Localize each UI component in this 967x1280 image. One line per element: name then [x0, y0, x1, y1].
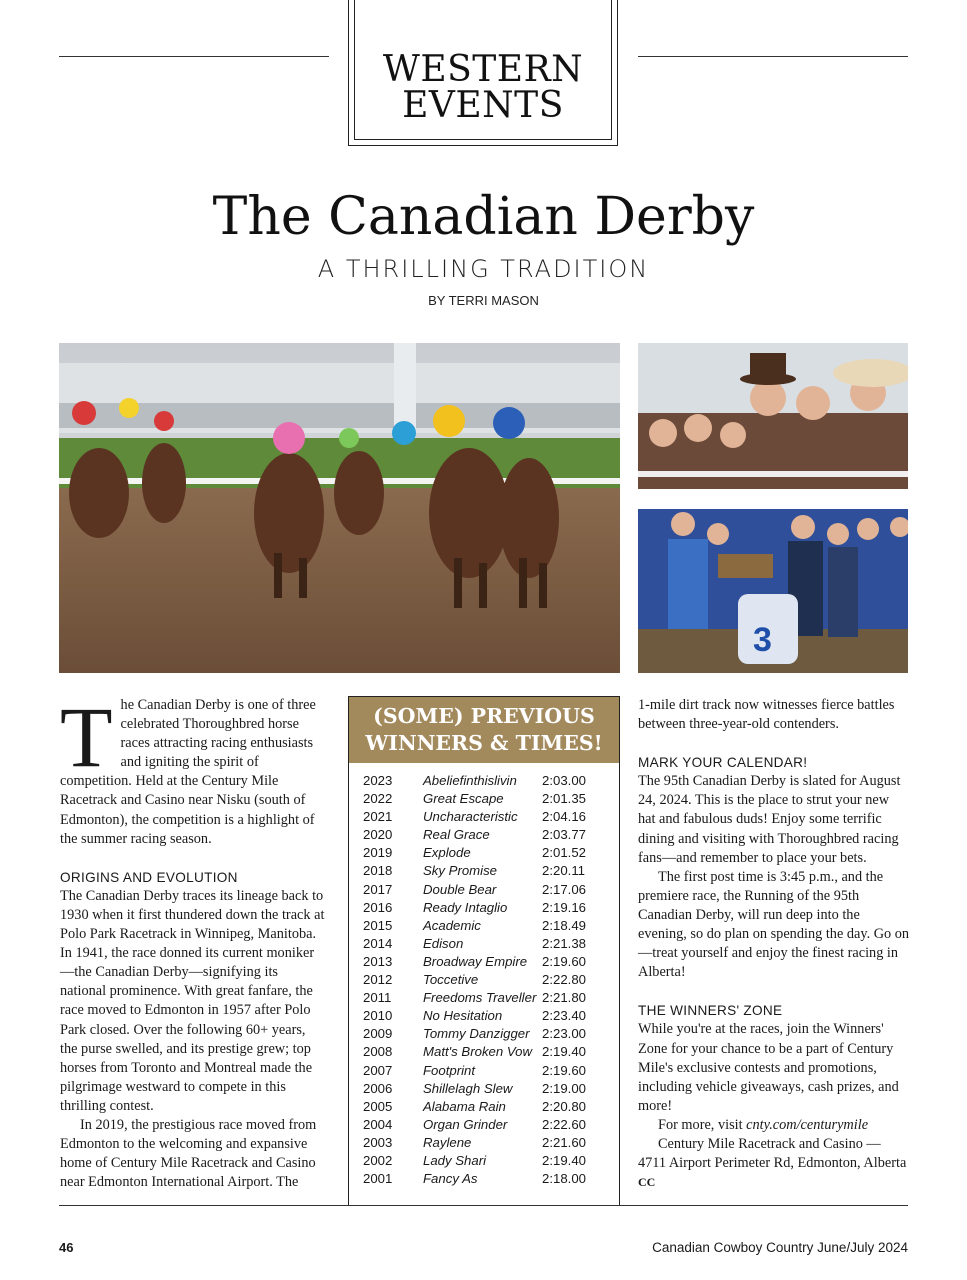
winners-row	[363, 862, 602, 880]
winner-time: 2:19.60	[542, 1062, 586, 1078]
winner-time: 2:19.40	[542, 1152, 586, 1168]
drop-cap: T	[60, 689, 113, 785]
photo-horse-race	[59, 343, 620, 673]
winner-time: 2:20.80	[542, 1098, 586, 1114]
winner-name: Organ Grinder	[423, 1116, 508, 1132]
winners-row	[363, 917, 602, 935]
winner-year: 2007	[363, 1062, 393, 1078]
winners-row	[363, 1152, 602, 1170]
winner-year: 2014	[363, 935, 393, 951]
article-byline: BY TERRI MASON	[428, 293, 539, 308]
winners-row	[363, 1170, 602, 1188]
winners-row	[363, 953, 602, 971]
paragraph-post-time: The first post time is 3:45 p.m., and the premiere race, the Running of the 95th Canadian Derby, will run deep into the evening, so do plan on spending the day. Go on—treat yourself and enjoy the finest racing in Alberta!	[638, 868, 910, 981]
column-1	[60, 689, 325, 1192]
photo-winners-circle	[638, 509, 908, 673]
header-rule-left	[59, 56, 329, 57]
winner-year: 2001	[363, 1171, 393, 1187]
winners-row	[363, 1080, 602, 1098]
winner-name: Toccetive	[423, 972, 479, 988]
winners-title-line1: (SOME) PREVIOUS	[373, 704, 595, 728]
winners-title	[349, 697, 619, 763]
winner-time: 2:19.40	[542, 1044, 586, 1060]
winner-time: 2:18.00	[542, 1171, 586, 1187]
intro-text: he Canadian Derby is one of three celebrated Thoroughbred horse races attracting racing enthusiasts and igniting the spirit of competition. Held at the Century Mile Racetrack and Casino near Nisku (south of Edmonton), the competition is a highlight of the summer racing season.	[60, 697, 316, 847]
winner-name: No Hesitation	[423, 1008, 503, 1024]
winner-name: Edison	[423, 935, 464, 951]
winners-row	[363, 899, 602, 917]
heading-winners-zone: THE WINNERS' ZONE	[638, 1003, 783, 1019]
winner-year: 2020	[363, 827, 393, 843]
winner-year: 2016	[363, 899, 393, 915]
winners-row	[363, 808, 602, 826]
header-rule-right	[638, 56, 908, 57]
winners-title-line2: WINNERS & TIMES!	[365, 731, 603, 755]
article-title: The Canadian Derby	[212, 187, 755, 247]
winner-time: 2:21.38	[542, 935, 586, 951]
address-line	[638, 1135, 910, 1192]
winner-year: 2006	[363, 1080, 393, 1096]
heading-origins: ORIGINS AND EVOLUTION	[60, 869, 238, 885]
winner-time: 2:21.60	[542, 1134, 586, 1150]
winner-year: 2013	[363, 953, 393, 969]
winner-time: 2:19.00	[542, 1080, 586, 1096]
winner-time: 2:22.60	[542, 1116, 586, 1132]
winner-time: 2:18.49	[542, 917, 586, 933]
winner-time: 2:22.80	[542, 972, 586, 988]
visit-line	[638, 1116, 910, 1135]
winner-name: Ready Intaglio	[423, 899, 508, 915]
winner-name: Tommy Danzigger	[423, 1026, 530, 1042]
winners-row	[363, 881, 602, 899]
winner-name: Shillelagh Slew	[423, 1080, 513, 1096]
winner-year: 2011	[363, 990, 392, 1006]
address-text: Century Mile Racetrack and Casino — 4711 Airport Perimeter Rd, Edmonton, Alberta	[638, 1135, 907, 1172]
article-subtitle: A THRILLING TRADITION	[317, 255, 650, 283]
visit-prefix: For more, visit	[658, 1116, 747, 1133]
section-title-line1: WESTERN	[382, 49, 584, 90]
winners-row	[363, 790, 602, 808]
winner-time: 2:04.16	[542, 809, 586, 825]
winner-name: Raylene	[423, 1134, 472, 1150]
winner-year: 2012	[363, 972, 393, 988]
heading-calendar: MARK YOUR CALENDAR!	[638, 755, 808, 771]
section-title-line2: EVENTS	[402, 85, 564, 126]
winner-name: Uncharacteristic	[423, 809, 518, 825]
winner-time: 2:21.80	[542, 990, 586, 1006]
footer-rule	[59, 1205, 908, 1206]
winners-table	[363, 772, 602, 1188]
winner-time: 2:20.11	[542, 863, 586, 879]
winners-row	[363, 844, 602, 862]
winner-year: 2015	[363, 917, 393, 933]
winner-name: Abeliefinthislivin	[423, 773, 517, 788]
winner-time: 2:03.77	[542, 827, 586, 843]
column-3	[638, 696, 910, 1192]
winners-row	[363, 1025, 602, 1043]
winner-name: Freedoms Traveller	[423, 990, 537, 1006]
winner-time: 2:23.00	[542, 1026, 586, 1042]
winners-row	[363, 971, 602, 989]
winner-year: 2004	[363, 1116, 393, 1132]
winners-row	[363, 1007, 602, 1025]
paragraph-calendar: The 95th Canadian Derby is slated for August 24, 2024. This is the place to strut your new hat and fabulous duds! Enjoy some terrific dining and visiting with Thoroughbred racing fans—and remember to place your bets.	[638, 773, 901, 866]
visit-url-link[interactable]: cnty.com/centurymile	[746, 1116, 869, 1133]
winner-year: 2002	[363, 1152, 393, 1168]
winner-year: 2017	[363, 881, 393, 897]
winner-year: 2005	[363, 1098, 393, 1114]
publication-info: Canadian Cowboy Country June/July 2024	[652, 1240, 908, 1255]
winner-year: 2023	[363, 773, 393, 788]
winner-year: 2008	[363, 1044, 393, 1060]
winner-name: Great Escape	[423, 791, 504, 807]
winner-name: Explode	[423, 845, 471, 861]
winner-year: 2019	[363, 845, 393, 861]
continued-text: 1-mile dirt track now witnesses fierce battles between three-year-old contenders.	[638, 697, 895, 733]
winner-name: Lady Shari	[423, 1152, 487, 1168]
winner-time: 2:03.00	[542, 773, 586, 788]
winner-time: 2:01.52	[542, 845, 586, 861]
paragraph-winners-zone: While you're at the races, join the Winners' Zone for your chance to be a part of Century Mile's exclusive contests and promotions, including vehicle giveaways, cash prizes, and more!	[638, 1021, 899, 1114]
end-mark-icon: CC	[638, 1175, 656, 1190]
winners-row	[363, 1043, 602, 1061]
winners-row	[363, 1116, 602, 1134]
page-number: 46	[59, 1240, 74, 1255]
paragraph-2019: In 2019, the prestigious race moved from Edmonton to the welcoming and expansive home of Century Mile Racetrack and Casino near Edmonton International Airport. The	[60, 1116, 317, 1191]
winner-name: Footprint	[423, 1062, 476, 1078]
intro-paragraph	[60, 689, 325, 849]
winner-name: Real Grace	[423, 827, 490, 843]
winners-row	[363, 772, 602, 790]
section-title	[354, 49, 612, 126]
winner-name: Fancy As	[423, 1171, 478, 1187]
winner-name: Broadway Empire	[423, 953, 528, 969]
winner-name: Double Bear	[423, 881, 497, 897]
winner-year: 2022	[363, 791, 393, 807]
photo-crowd	[638, 343, 908, 489]
winner-year: 2003	[363, 1134, 393, 1150]
winner-time: 2:19.60	[542, 953, 586, 969]
winners-row	[363, 1062, 602, 1080]
winner-year: 2009	[363, 1026, 393, 1042]
winner-name: Academic	[423, 917, 481, 933]
winners-row	[363, 935, 602, 953]
winner-time: 2:19.16	[542, 899, 586, 915]
paragraph-origins: The Canadian Derby traces its lineage back to 1930 when it first thundered down the track at Polo Park Racetrack in Winnipeg, Manitoba. In 1941, the race donned its current moniker—the Canadian Derby—signifying its national prominence. With great fanfare, the race moved to Edmonton in 1957 after Polo Park closed. Over the following 60+ years, the purse swelled, and its prestige grew; top horses from Toronto and Montreal made the pilgrimage westward to compete in this thrilling contest.	[60, 887, 325, 1114]
winners-row	[363, 1098, 602, 1116]
winner-year: 2010	[363, 1008, 393, 1024]
winner-time: 2:17.06	[542, 881, 586, 897]
winners-row	[363, 826, 602, 844]
winner-name: Alabama Rain	[423, 1098, 506, 1114]
winner-year: 2021	[363, 809, 393, 825]
winner-name: Sky Promise	[423, 863, 498, 879]
winners-row	[363, 1134, 602, 1152]
winner-time: 2:23.40	[542, 1008, 586, 1024]
winner-year: 2018	[363, 863, 393, 879]
svg-text:3: 3	[753, 621, 772, 659]
winners-row	[363, 989, 602, 1007]
winner-name: Matt's Broken Vow	[423, 1044, 533, 1060]
winner-time: 2:01.35	[542, 791, 586, 807]
